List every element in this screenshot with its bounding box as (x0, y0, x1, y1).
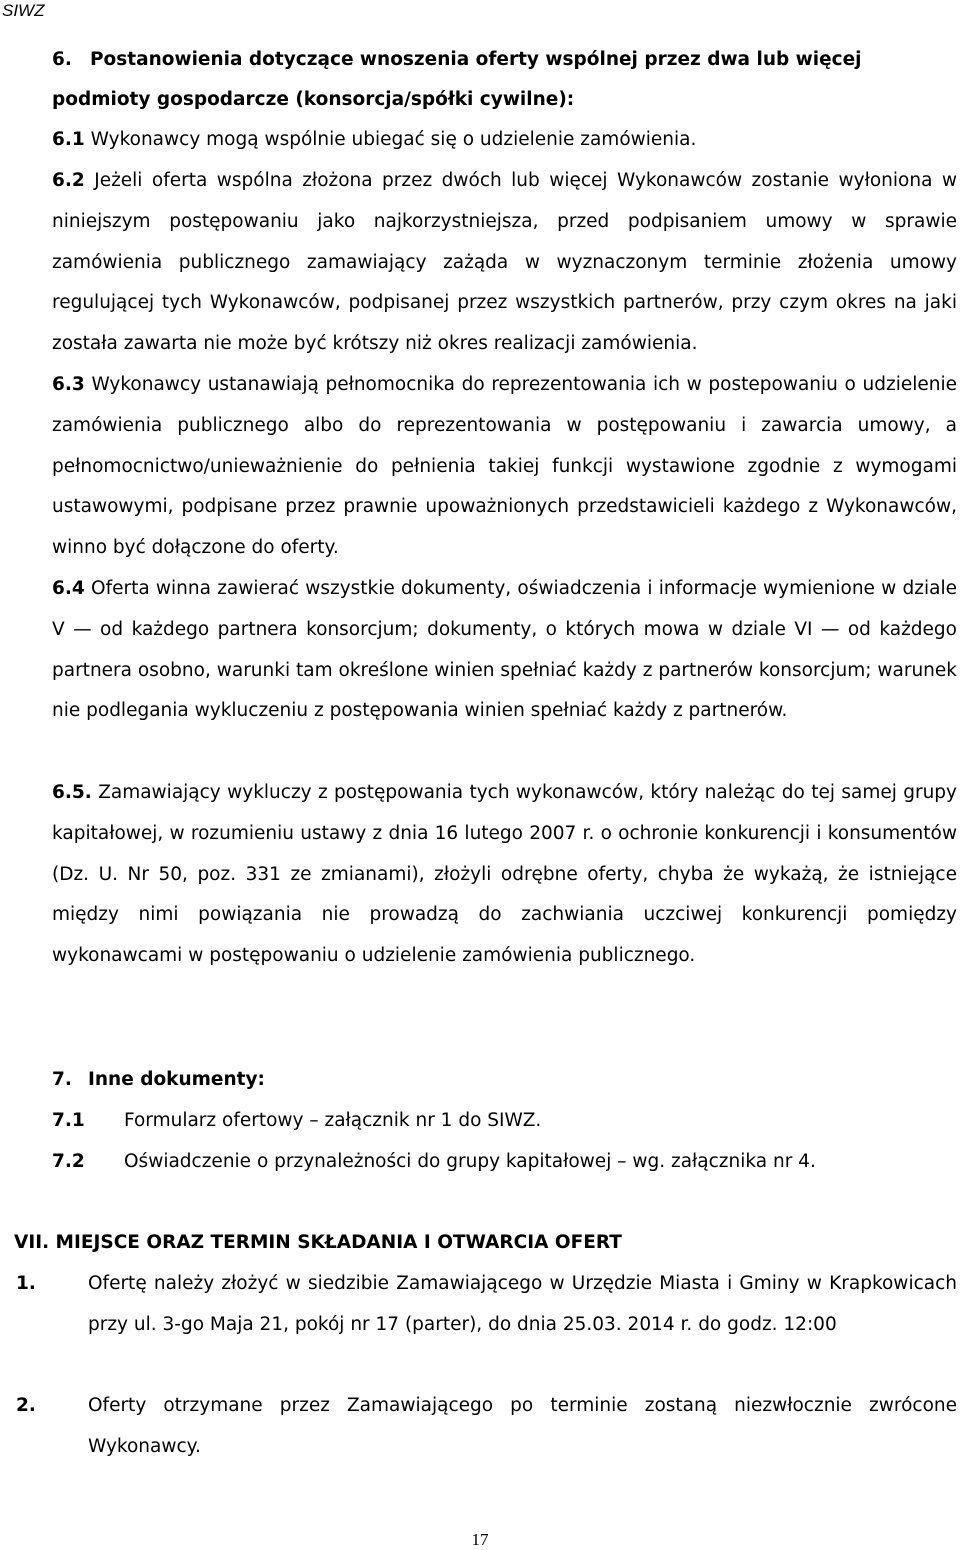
para-6-4 (52, 569, 957, 732)
para-6-1-number: 6.1 (52, 129, 85, 150)
item-7-2-text: Oświadczenie o przynależności do grupy kapitałowej – wg. załącznika nr 4. (124, 1151, 816, 1172)
item-7-1-number: 7.1 (52, 1110, 85, 1131)
para-6-3-text: Wykonawcy ustanawiają pełnomocnika do reprezentowania ich w postepowaniu o udzielenie zamówienia publicznego albo do reprezentowania w postępowaniu i zawarcia umowy, a pełnomocnictwo/unieważnienie do pełnienia takiej funkcji wystawione zgodnie z wymogami ustawowymi, podpisane przez prawnie upoważnionych przedstawicieli każdego z Wykonawców, winno być dołączone do oferty. (52, 374, 957, 559)
para-6-4-number: 6.4 (52, 578, 85, 599)
para-6-3-number: 6.3 (52, 374, 85, 395)
para-6-2 (52, 161, 957, 365)
page-number: 17 (471, 1530, 489, 1549)
list-item (52, 1142, 816, 1182)
item-VII-1-text: Ofertę należy złożyć w siedzibie Zamawiającego w Urzędzie Miasta i Gminy w Krapkowicach przy ul. 3-go Maja 21, pokój nr 17 (parter), do dnia 25.03. 2014 r. do godz. 12:00 (88, 1273, 957, 1335)
section-VII-title: VII. MIEJSCE ORAZ TERMIN SKŁADANIA I OTWARCIA OFERT (14, 1232, 622, 1253)
para-6-1 (52, 120, 957, 161)
item-VII-1-number: 1. (16, 1273, 36, 1294)
para-6-4-text: Oferta winna zawierać wszystkie dokumenty, oświadczenia i informacje wymienione w dziale V — od każdego partnera konsorcjum; dokumenty, o których mowa w dziale VI — od każdego partnera osobno, warunki tam określone winien spełniać każdy z partnerów konsorcjum; warunek nie podlegania wykluczeniu z postępowania winien spełniać każdy z partnerów. (52, 578, 957, 722)
running-header: SIWZ (2, 1, 45, 20)
para-6-5 (52, 773, 957, 977)
para-6-2-number: 6.2 (52, 170, 85, 191)
list-item (16, 1386, 957, 1468)
section-6-number: 6. (52, 49, 72, 70)
item-7-1-text: Formularz ofertowy – załącznik nr 1 do SIWZ. (124, 1110, 542, 1131)
section-7-number: 7. (52, 1069, 72, 1090)
item-VII-2-number: 2. (16, 1395, 36, 1416)
para-6-1-text: Wykonawcy mogą wspólnie ubiegać się o udzielenie zamówienia. (90, 129, 697, 150)
para-6-3 (52, 365, 957, 569)
section-6-title (52, 40, 957, 120)
para-6-5-number: 6.5. (52, 782, 92, 803)
list-item (52, 1101, 541, 1141)
para-6-5-text: Zamawiający wykluczy z postępowania tych wykonawców, który należąc do tej samej grupy kapitałowej, w rozumieniu ustawy z dnia 16 lutego 2007 r. o ochronie konkurencji i konsumentów (Dz. U. Nr 50, poz. 331 ze zmianami), złożyli odrębne oferty, chyba że wykażą, że istniejące między nimi powiązania nie prowadzą do zachwiania uczciwej konkurencji pomiędzy wykonawcami w postępowaniu o udzielenie zamówienia publicznego. (52, 782, 958, 967)
list-item (16, 1264, 957, 1346)
section-7-title (52, 1060, 265, 1100)
section-6-title-text: Postanowienia dotyczące wnoszenia oferty wspólnej przez dwa lub więcej podmioty gospodarcze (konsorcja/spółki cywilne): (52, 49, 862, 110)
item-7-2-number: 7.2 (52, 1151, 85, 1172)
para-6-2-text: Jeżeli oferta wspólna złożona przez dwóch lub więcej Wykonawców zostanie wyłoniona w niniejszym postępowaniu jako najkorzystniejsza, przed podpisaniem umowy w sprawie zamówienia publicznego zamawiający zażąda w wyznaczonym terminie złożenia umowy regulującej tych Wykonawców, podpisanej przez wszystkich partnerów, przy czym okres na jaki została zawarta nie może być krótszy niż okres realizacji zamówienia. (52, 170, 957, 355)
section-7-title-text: Inne dokumenty: (88, 1069, 265, 1090)
item-VII-2-text: Oferty otrzymane przez Zamawiającego po terminie zostaną niezwłocznie zwrócone Wykonawcy. (88, 1395, 957, 1457)
